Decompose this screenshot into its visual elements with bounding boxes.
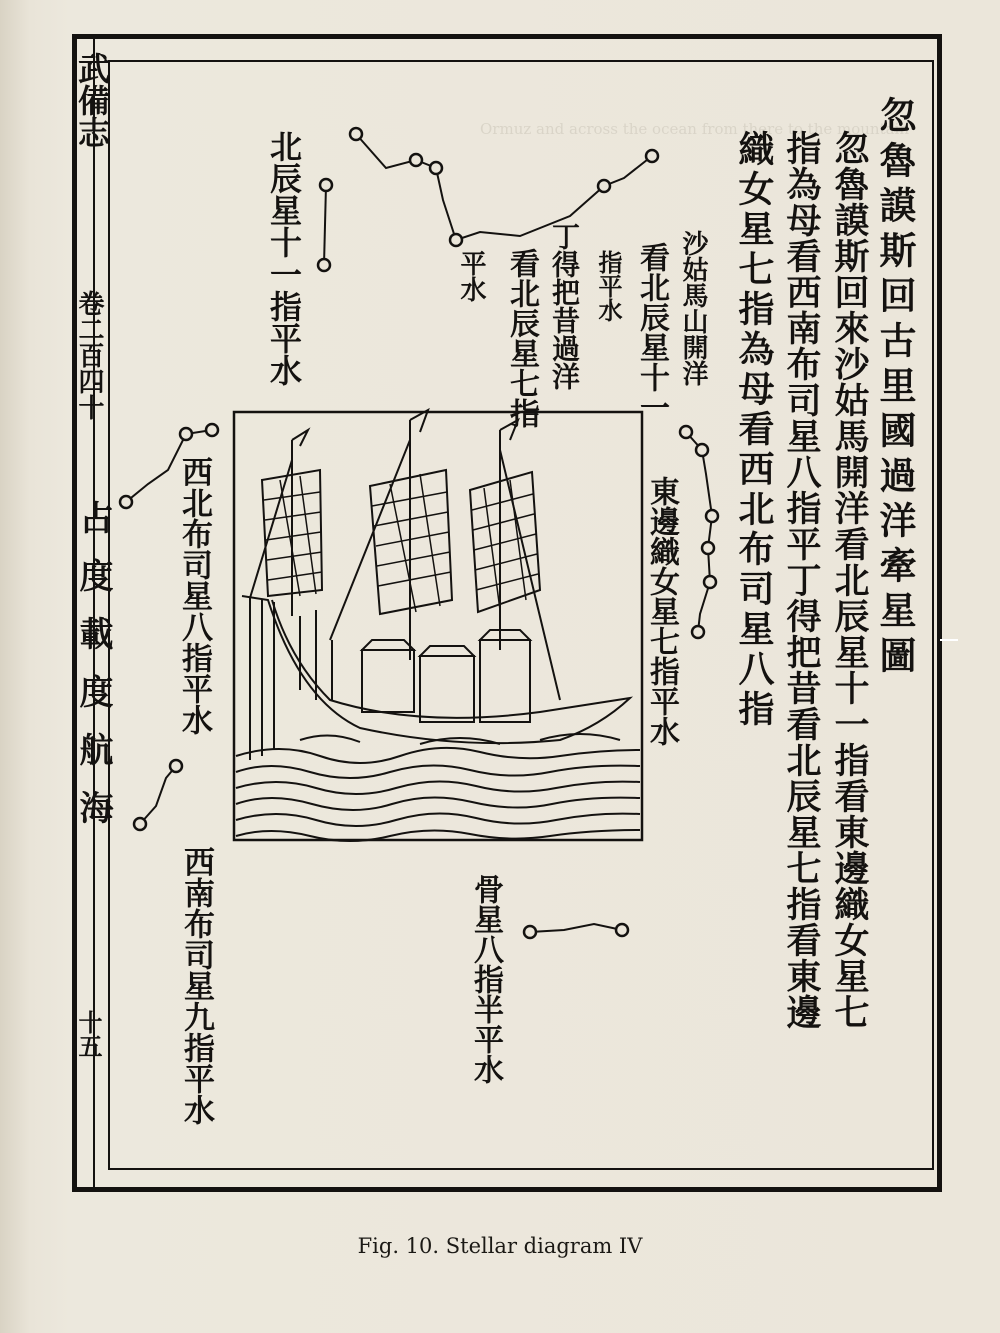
main-text-column-1: 忽魯謨斯回古里國過洋牽星圖	[873, 96, 917, 681]
show-through-text: Ormuz and across the ocean from there to the mountain	[480, 120, 910, 138]
label-zhinu: 東邊織女星七指平水	[644, 476, 679, 746]
label-beichen-top: 北辰星十一指平水	[265, 130, 303, 386]
main-text-column-4: 織女星七指為母看西北布司星八指	[733, 130, 775, 730]
label-shagu-ma: 沙姑馬山開洋	[678, 230, 708, 386]
ship-drawing	[236, 410, 640, 841]
constellation-xinan-line	[140, 766, 176, 824]
spine-title: 武備志	[73, 52, 111, 148]
constellation-gu-line	[530, 924, 622, 932]
label-beichen-11: 看北辰星十一	[634, 242, 669, 422]
spine-section: 占度載度航海	[73, 500, 113, 848]
spine-page-number: 十五	[74, 1010, 103, 1058]
figure-caption: Fig. 10. Stellar diagram IV	[357, 1234, 643, 1258]
label-xinan: 西南布司星九指平水	[178, 846, 214, 1125]
constellation-beichen-line-a	[324, 185, 326, 265]
constellation-xibei-line	[126, 430, 212, 502]
main-text-column-2: 忽魯謨斯回來沙姑馬開洋看北辰星十一指看東邊織女星七	[829, 130, 870, 1030]
label-dingde: 丁得把昔過洋	[548, 222, 581, 390]
constellation-zhinu-line	[686, 432, 712, 632]
label-pingshui: 平水	[456, 250, 486, 302]
spine-volume: 卷二百四十	[74, 290, 104, 420]
label-beichen-7: 看北辰星七指	[504, 248, 539, 428]
label-gu: 骨星八指半平水	[468, 874, 503, 1084]
star-markers	[120, 128, 718, 938]
main-text-column-3: 指為母看西南布司星八指平丁得把昔看北辰星七指看東邊	[781, 130, 822, 1030]
label-zhiping: 指平水	[594, 250, 623, 322]
label-xibei: 西北布司星八指平水	[176, 456, 212, 735]
ship-picture-frame	[234, 412, 642, 840]
